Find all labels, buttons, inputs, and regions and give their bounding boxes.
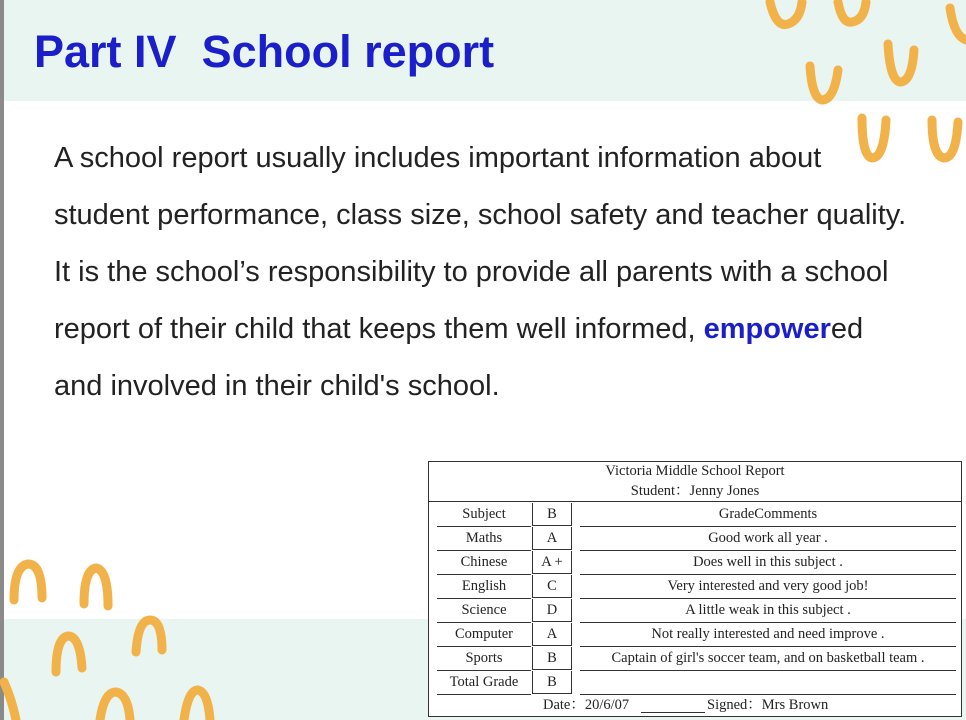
body-paragraph — [54, 130, 914, 415]
row-subject: Computer — [437, 623, 531, 647]
row-subject: Science — [437, 599, 531, 623]
report-signature: Signed：Mrs Brown — [707, 697, 829, 713]
row-comment: Not really interested and need improve . — [580, 623, 956, 647]
row-grade: B — [532, 671, 572, 694]
slide-title: Part IV School report — [34, 26, 495, 77]
row-grade: C — [532, 575, 572, 598]
row-comment: Very interested and very good job! — [580, 575, 956, 599]
row-comment — [580, 671, 956, 695]
row-subject: Maths — [437, 527, 531, 551]
header-grade: B — [532, 503, 572, 526]
header-comments: GradeComments — [580, 503, 956, 527]
date-underline — [641, 712, 705, 713]
row-subject: Sports — [437, 647, 531, 671]
row-subject: English — [437, 575, 531, 599]
row-grade: A + — [532, 551, 572, 574]
report-date: Date：20/6/07 — [543, 697, 630, 713]
body-text-part1: A school report usually includes important information about student performance, class size, school safety and teacher quality. It is the school’s responsibility to provide all parents with a school report of their child that keeps them well informed, — [54, 142, 907, 345]
report-student: Student：Jenny Jones — [630, 483, 760, 499]
school-report-table — [428, 461, 962, 717]
row-comment: Captain of girl's soccer team, and on basketball team . — [580, 647, 956, 671]
row-grade: A — [532, 623, 572, 646]
row-subject: Total Grade — [437, 671, 531, 695]
row-grade: B — [532, 647, 572, 670]
body-text-part2: ed and involved in their child's school. — [54, 313, 864, 402]
left-edge-bar — [0, 0, 4, 720]
row-grade: A — [532, 527, 572, 550]
header-subject: Subject — [437, 503, 531, 527]
report-title: Victoria Middle School Report — [605, 463, 785, 479]
report-divider — [429, 501, 961, 502]
row-comment: Does well in this subject . — [580, 551, 956, 575]
row-comment: A little weak in this subject . — [580, 599, 956, 623]
highlighted-word: empower — [703, 313, 831, 345]
row-subject: Chinese — [437, 551, 531, 575]
row-grade: D — [532, 599, 572, 622]
row-comment: Good work all year . — [580, 527, 956, 551]
